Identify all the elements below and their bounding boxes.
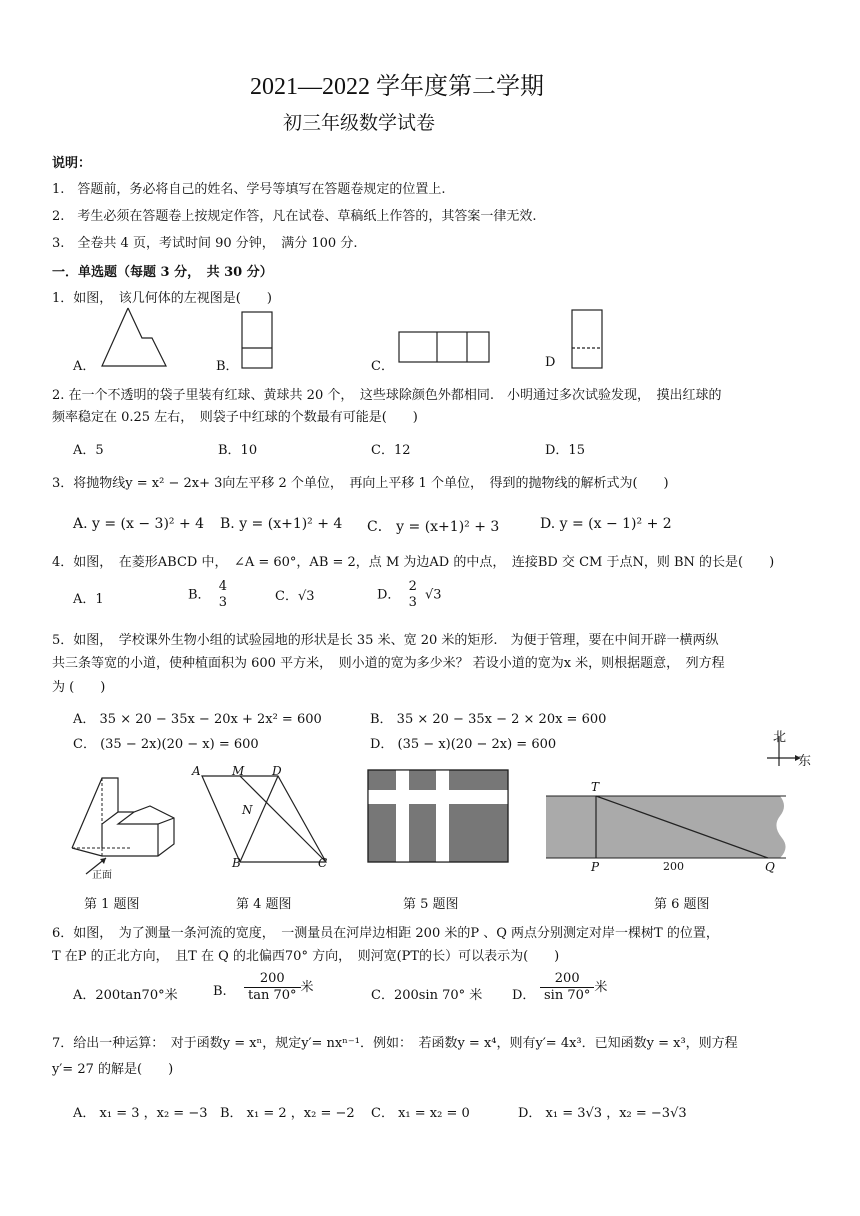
fraction-denominator: tan 70° bbox=[248, 988, 297, 1003]
q4-option-d-label: D． bbox=[377, 587, 401, 603]
fig4-caption: 第 4 题图 bbox=[236, 897, 292, 912]
fig1-caption: 第 1 题图 bbox=[84, 897, 140, 912]
fig4-rhombus bbox=[194, 766, 334, 874]
q1-option-d: D bbox=[545, 355, 556, 370]
q2-line: 2. 在一个不透明的袋子里装有红球、黄球共 20 个， 这些球除颜色外都相同. 小明通过多次试验发现， 摸出红球的 bbox=[52, 388, 722, 403]
fraction-denominator: 3 bbox=[218, 595, 227, 610]
q6-line: T 在P 的正北方向， 且T 在 Q 的北偏西70° 方向， 则河宽(PT的长）可以表示为( ) bbox=[52, 949, 560, 964]
q4-option-d-fraction bbox=[405, 579, 421, 611]
q7-line: 7．给出一种运算： 对于函数y = xⁿ，规定y′= nxⁿ⁻¹．例如： 若函数y = x⁴，则有y′= 4x³．已知函数y = x³，则方程 bbox=[52, 1036, 738, 1051]
q2-option-c: C．12 bbox=[371, 443, 411, 458]
q4-option-b bbox=[188, 579, 231, 611]
q6-line: 6．如图， 为了测量一条河流的宽度， 一测量员在河岸边相距 200 米的P 、Q 两点分别测定对岸一棵树T 的位置， bbox=[52, 926, 719, 941]
q2-option-a: A．5 bbox=[73, 443, 104, 458]
q3-stem: 3．将抛物线y = x² − 2x+ 3向左平移 2 个单位， 再向上平移 1 个单位， 得到的抛物线的解析式为( ) bbox=[52, 476, 669, 491]
fraction bbox=[244, 971, 301, 1004]
fig6-river bbox=[544, 784, 792, 870]
fraction bbox=[540, 971, 594, 1004]
q6-option-a: A．200tan70°米 bbox=[73, 988, 178, 1003]
fig4-label-n: N bbox=[242, 803, 253, 817]
fig6-label-t: T bbox=[591, 780, 600, 794]
fig4-label-d: D bbox=[272, 764, 282, 778]
notes-label: 说明： bbox=[52, 156, 92, 171]
note-item: 2. 考生必须在答题卷上按规定作答，凡在试卷、草稿纸上作答的，其答案一律无效. bbox=[52, 209, 537, 224]
q1-figure-a bbox=[100, 306, 170, 370]
fig4-label-c: C bbox=[318, 856, 328, 870]
q6-option-b-fraction bbox=[244, 971, 314, 1004]
q6-option-d-label: D． bbox=[512, 988, 536, 1003]
fraction-denominator: sin 70° bbox=[544, 988, 591, 1003]
q3-option-a: A. y = (x − 3)² + 4 bbox=[73, 516, 205, 532]
q4-option-b-fraction bbox=[215, 579, 231, 611]
page-title: 2021—2022 学年度第二学期 bbox=[250, 74, 544, 100]
section-heading: 一．单选题（每题 3 分， 共 30 分） bbox=[52, 265, 273, 280]
note-item: 3. 全卷共 4 页，考试时间 90 分钟， 满分 100 分. bbox=[52, 236, 358, 251]
fig5-caption: 第 5 题图 bbox=[403, 897, 459, 912]
q7-option-c: C． x₁ = x₂ = 0 bbox=[371, 1106, 470, 1121]
unit-label: 米 bbox=[594, 980, 608, 995]
fraction-numerator: 4 bbox=[218, 579, 227, 594]
q6-option-b-label: B. bbox=[213, 984, 227, 999]
q7-option-b: B． x₁ = 2 ，x₂ = −2 bbox=[220, 1106, 355, 1121]
fig6-caption: 第 6 题图 bbox=[654, 897, 710, 912]
fig6-distance-label: 200 bbox=[663, 860, 684, 873]
q7-option-a: A． x₁ = 3 ，x₂ = −3 bbox=[73, 1106, 208, 1121]
compass-east: 东 bbox=[798, 754, 812, 769]
q4-option-d bbox=[377, 579, 442, 611]
q3-option-c: C． y = (x+1)² + 3 bbox=[367, 519, 500, 535]
q2-option-b: B．10 bbox=[218, 443, 258, 458]
q5-line: 共三条等宽的小道，使种植面积为 600 平方米， 则小道的宽为多少米？ 若设小道的宽为x 米，则根据题意， 列方程 bbox=[52, 656, 725, 671]
fraction-numerator: 2 bbox=[408, 579, 417, 594]
q4-option-b-label: B． bbox=[188, 587, 211, 603]
q1-figure-c bbox=[397, 330, 491, 364]
compass-north: 北 bbox=[773, 730, 787, 745]
unit-label: 米 bbox=[300, 980, 314, 995]
fig5-garden bbox=[366, 768, 510, 864]
q2-option-d: D．15 bbox=[545, 443, 585, 458]
q1-stem: 1．如图， 该几何体的左视图是( ) bbox=[52, 291, 272, 306]
q4-option-a: A．1 bbox=[73, 592, 104, 607]
note-item: 1. 答题前，务必将自己的姓名、学号等填写在答题卷规定的位置上. bbox=[52, 182, 446, 197]
fig4-label-m: M bbox=[232, 764, 245, 778]
q5-option-a: A． 35 × 20 − 35x − 20x + 2x² = 600 bbox=[73, 712, 322, 727]
fraction-denominator: 3 bbox=[408, 595, 417, 610]
q1-figure-d bbox=[570, 308, 604, 370]
q4-stem: 4．如图， 在菱形ABCD 中， ∠A = 60°，AB = 2，点 M 为边AD 的中点， 连接BD 交 CM 于点N，则 BN 的长是( ) bbox=[52, 555, 775, 570]
q5-option-d: D． (35 − x)(20 − 2x) = 600 bbox=[370, 737, 557, 752]
q6-option-c: C．200sin 70° 米 bbox=[371, 988, 483, 1003]
q5-option-b: B． 35 × 20 − 35x − 2 × 20x = 600 bbox=[370, 712, 607, 727]
q3-option-d: D. y = (x − 1)² + 2 bbox=[540, 516, 672, 532]
q6-option-d-fraction bbox=[540, 971, 607, 1004]
fig1-solid-figure bbox=[62, 766, 188, 880]
fig1-front-label: 正面 bbox=[92, 870, 112, 881]
q1-option-b: B． bbox=[216, 359, 239, 374]
sqrt-term: √3 bbox=[425, 587, 442, 603]
fig6-label-p: P bbox=[591, 860, 600, 874]
q7-option-d: D． x₁ = 3√3 ，x₂ = −3√3 bbox=[518, 1106, 687, 1121]
q3-option-b: B. y = (x+1)² + 4 bbox=[220, 516, 343, 532]
q1-figure-b bbox=[240, 310, 274, 370]
q5-option-c: C． (35 − 2x)(20 − x) = 600 bbox=[73, 737, 259, 752]
q1-option-c: C． bbox=[371, 359, 394, 374]
fig4-label-a: A bbox=[192, 764, 201, 778]
q5-line: 5．如图， 学校课外生物小组的试验园地的形状是长 35 米、宽 20 米的矩形. 为便于管理，要在中间开辟一横两纵 bbox=[52, 633, 719, 648]
q5-line: 为 ( ) bbox=[52, 680, 106, 695]
q7-line: y′= 27 的解是( ) bbox=[52, 1062, 174, 1077]
fraction-numerator: 200 bbox=[244, 971, 301, 988]
page-subtitle: 初三年级数学试卷 bbox=[283, 112, 436, 134]
fraction-numerator: 200 bbox=[540, 971, 594, 988]
q4-option-c: C．√3 bbox=[275, 589, 315, 604]
q1-option-a: A． bbox=[73, 359, 96, 374]
fig6-label-q: Q bbox=[765, 860, 775, 874]
fig4-label-b: B bbox=[232, 856, 241, 870]
q2-line: 频率稳定在 0.25 左右， 则袋子中红球的个数最有可能是( ) bbox=[52, 410, 418, 425]
